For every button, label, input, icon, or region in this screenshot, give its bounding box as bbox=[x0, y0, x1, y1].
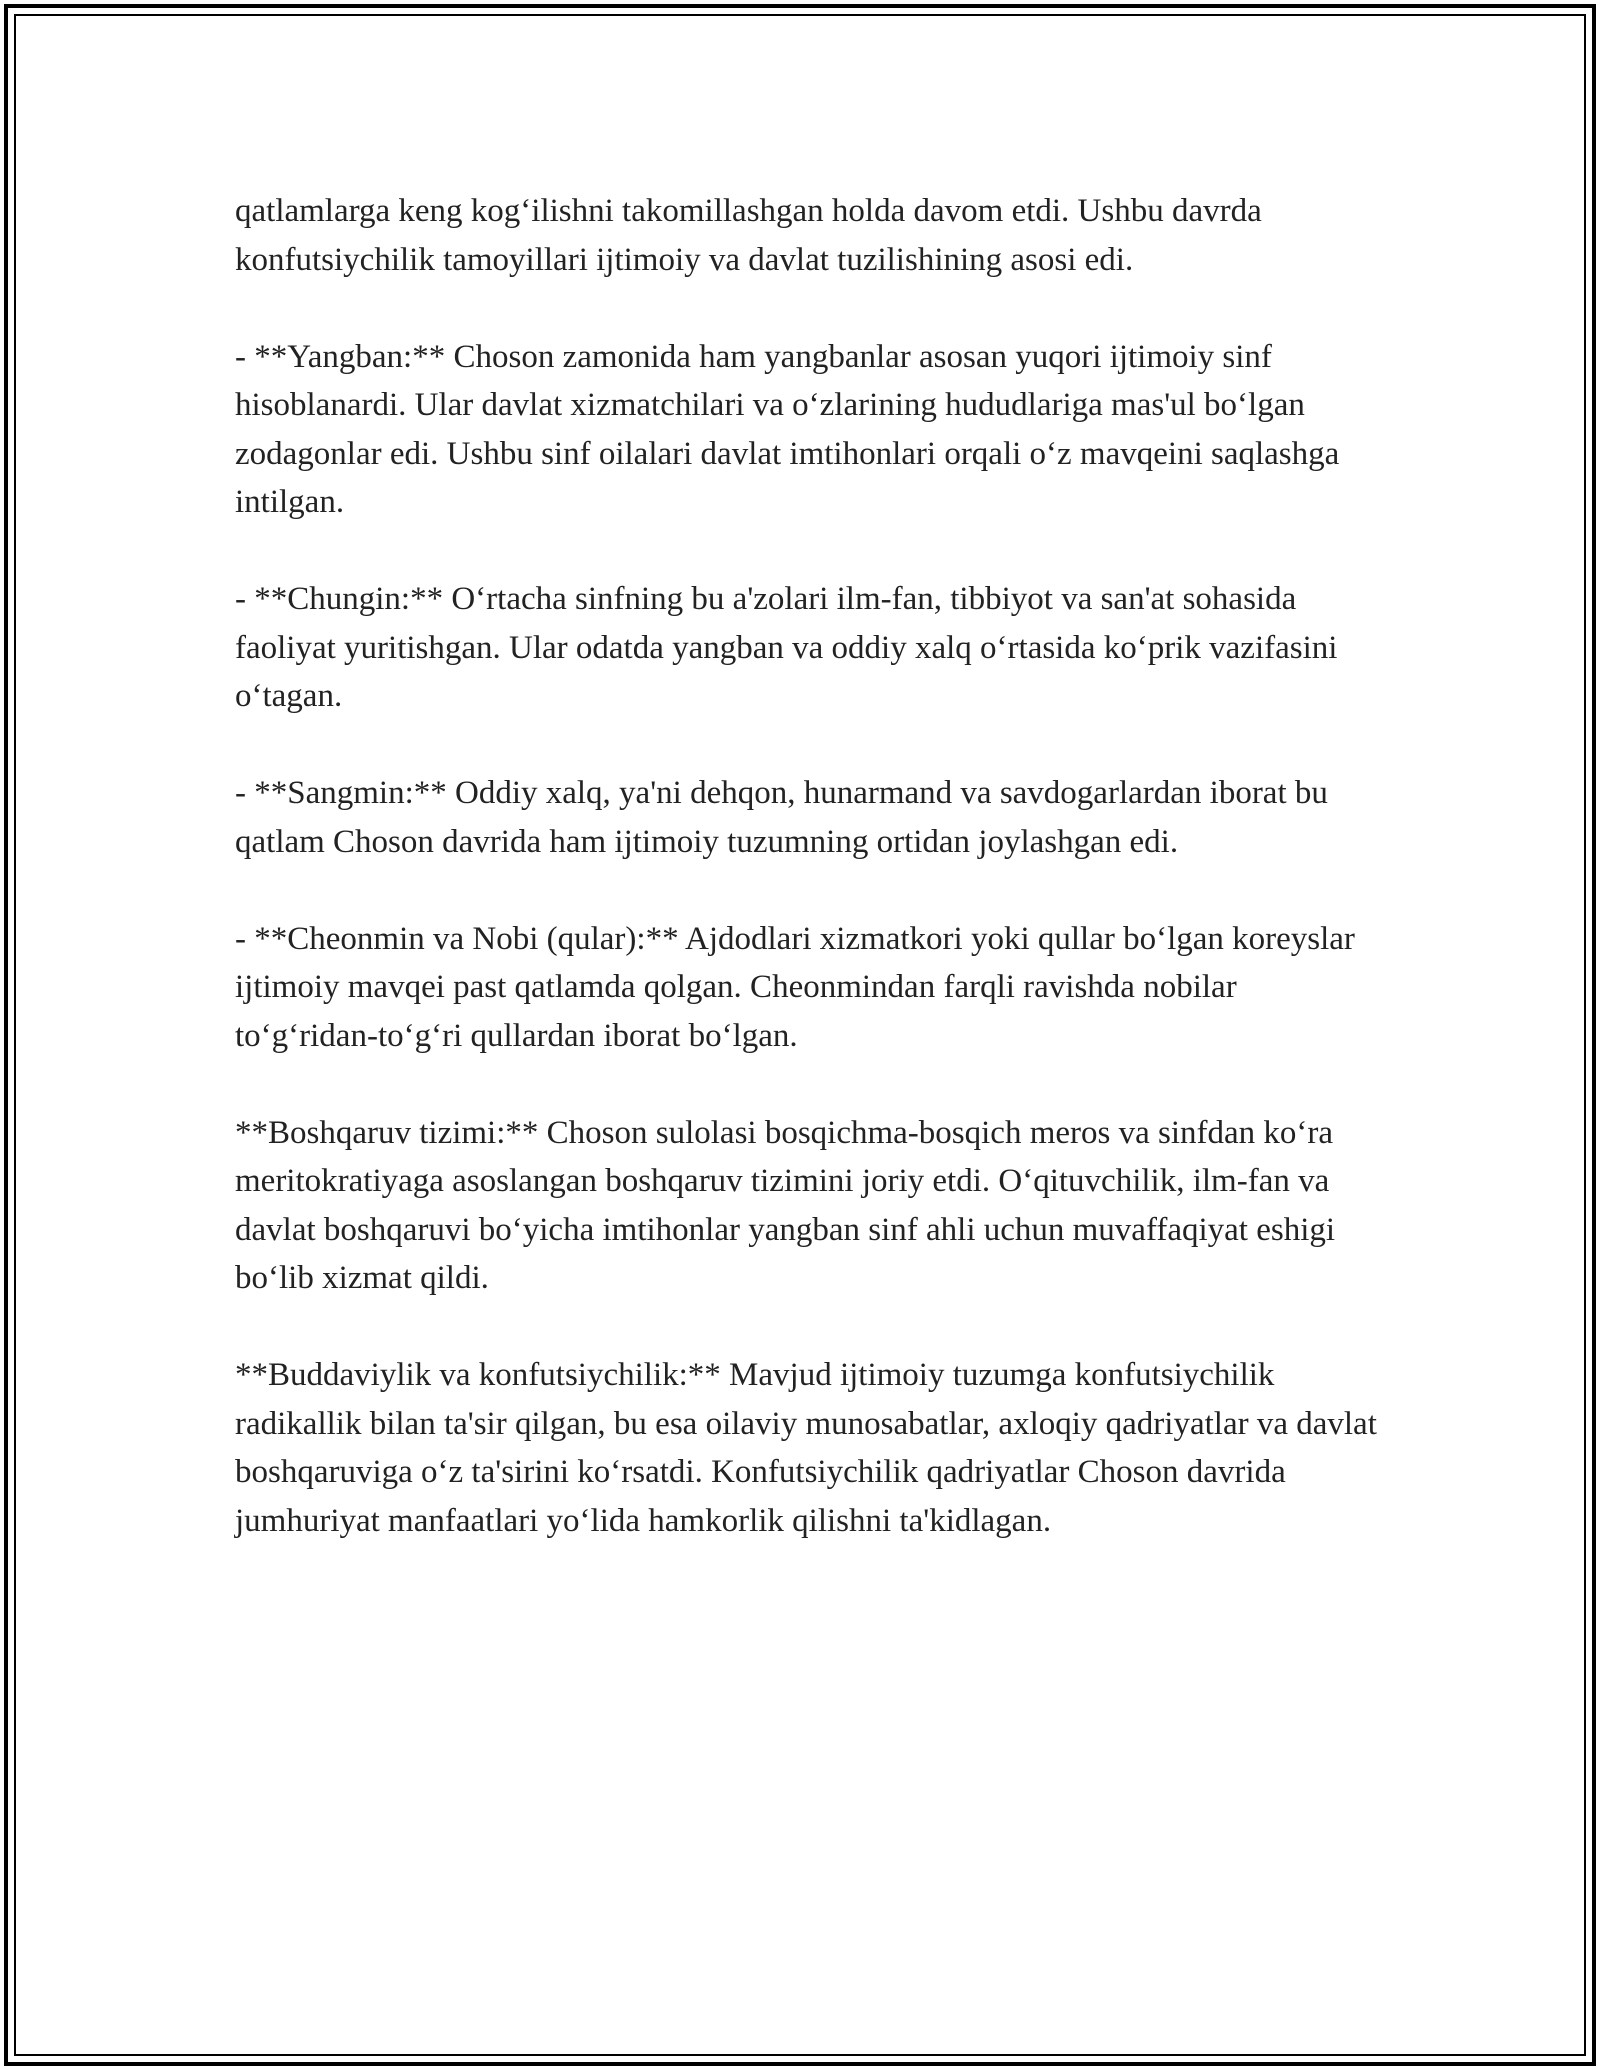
document-body bbox=[235, 187, 1385, 1594]
paragraph-yangban: - **Yangban:** Choson zamonida ham yangbanlar asosan yuqori ijtimoiy sinf hisoblanardi. Ular davlat xizmatchilari va o‘zlarining hududlariga mas'ul bo‘lgan zodagonlar edi. Ushbu sinf oilalari davlat imtihonlari orqali o‘z mavqeini saqlashga intilgan. bbox=[235, 338, 1340, 520]
paragraph-intro: qatlamlarga keng kog‘ilishni takomillashgan holda davom etdi. Ushbu davrda konfutsiychilik tamoyillari ijtimoiy va davlat tuzilishining asosi edi. bbox=[235, 193, 1262, 278]
paragraph-cheonmin-nobi: - **Cheonmin va Nobi (qular):** Ajdodlari xizmatkori yoki qullar bo‘lgan koreyslar ijtimoiy mavqei past qatlamda qolgan. Cheonmindan farqli ravishda nobilar to‘g‘ridan-to‘g‘ri qullardan iborat bo‘lgan. bbox=[235, 920, 1355, 1054]
paragraph-boshqaruv-tizimi: **Boshqaruv tizimi:** Choson sulolasi bosqichma-bosqich meros va sinfdan ko‘ra meritokratiyaga asoslangan boshqaruv tizimini joriy etdi. O‘qituvchilik, ilm-fan va davlat boshqaruvi bo‘yicha imtihonlar yangban sinf ahli uchun muvaffaqiyat eshigi bo‘lib xizmat qildi. bbox=[235, 1114, 1336, 1296]
paragraph-buddaviylik-konfutsiychilik: **Buddaviylik va konfutsiychilik:** Mavjud ijtimoiy tuzumga konfutsiychilik radikallik bilan ta'sir qilgan, bu esa oilaviy munosabatlar, axloqiy qadriyatlar va davlat boshqaruviga o‘z ta'sirini ko‘rsatdi. Konfutsiychilik qadriyatlar Choson davrida jumhuriyat manfaatlari yo‘lida hamkorlik qilishni ta'kidlagan. bbox=[235, 1357, 1377, 1539]
paragraph-sangmin: - **Sangmin:** Oddiy xalq, ya'ni dehqon, hunarmand va savdogarlardan iborat bu qatlam Choson davrida ham ijtimoiy tuzumning ortidan joylashgan edi. bbox=[235, 775, 1328, 860]
paragraph-chungin: - **Chungin:** O‘rtacha sinfning bu a'zolari ilm-fan, tibbiyot va san'at sohasida faoliyat yuritishgan. Ular odatda yangban va oddiy xalq o‘rtasida ko‘prik vazifasini o‘tagan. bbox=[235, 581, 1338, 714]
